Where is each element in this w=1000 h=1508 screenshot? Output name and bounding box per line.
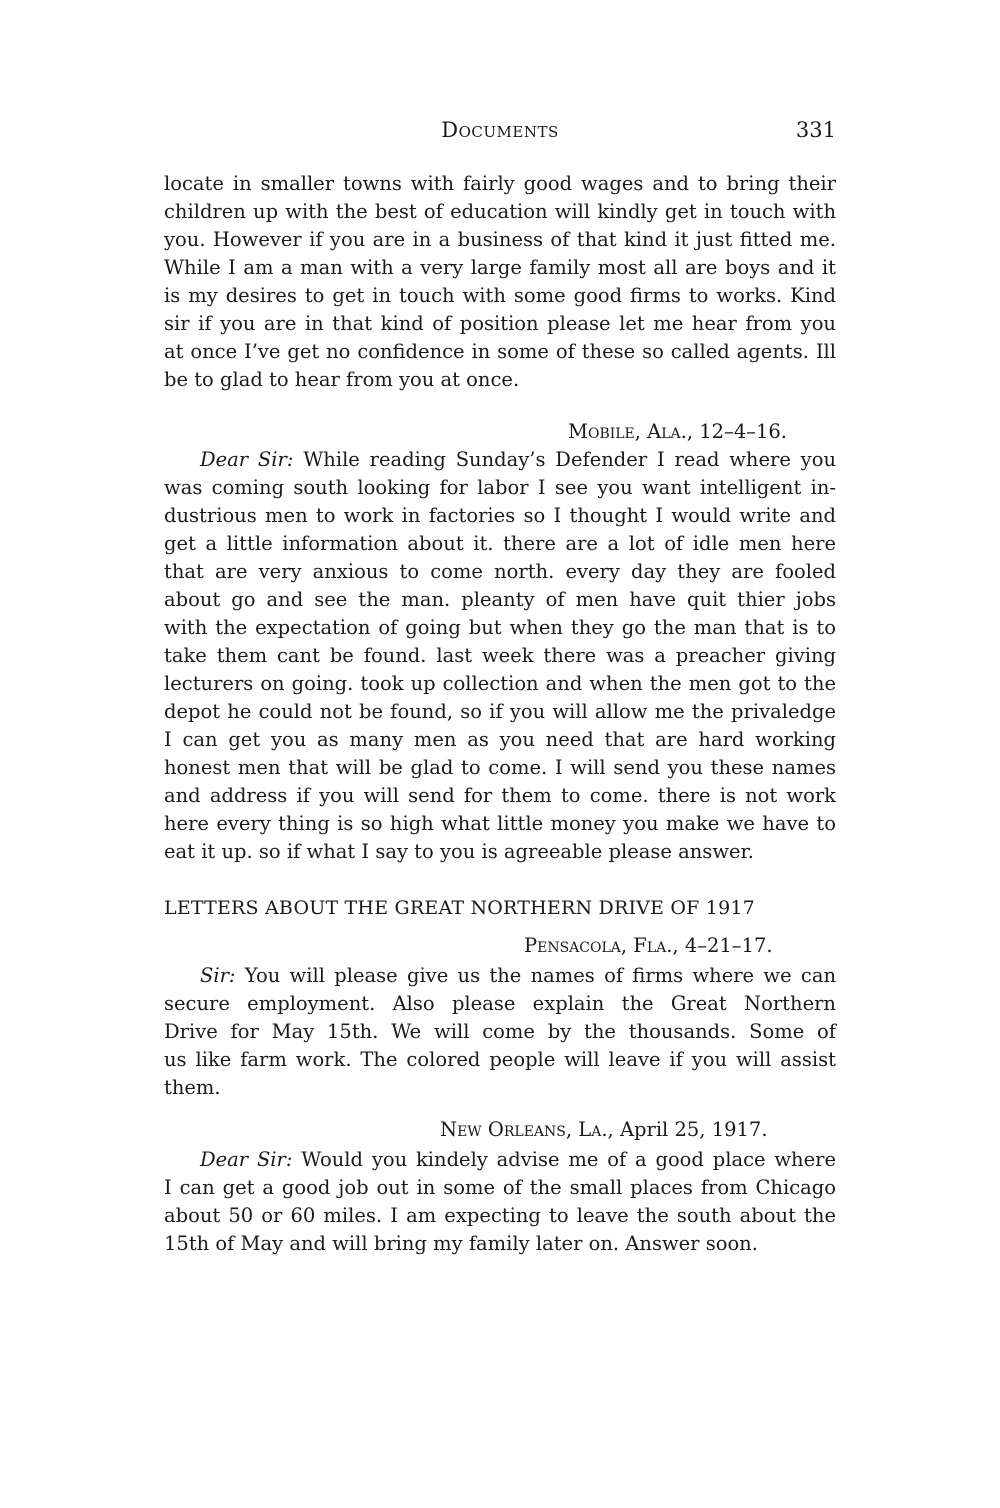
text-line: 15th of May and will bring my family later on. Answer soon. xyxy=(164,1232,758,1255)
dateline-place: Mobile, Ala., xyxy=(568,420,694,443)
text-line: you. However if you are in a business of that kind it just fitted me. xyxy=(164,228,836,251)
page-header xyxy=(164,118,836,148)
letter-continued xyxy=(164,170,836,394)
text-line: here every thing is so high what little money you make we have to xyxy=(164,812,836,835)
section-heading: LETTERS ABOUT THE GREAT NORTHERN DRIVE OF 1917 xyxy=(164,897,755,919)
text-line: is my desires to get in touch with some good firms to works. Kind xyxy=(164,284,836,307)
dateline-date: 4–21–17. xyxy=(684,934,773,957)
text-line: with the expectation of going but when they go the man that is to xyxy=(164,616,836,639)
text-line: sir if you are in that kind of position please let me hear from you xyxy=(164,312,836,335)
text-line: secure employment. Also please explain the Great Northern xyxy=(164,992,836,1015)
text-line: be to glad to hear from you at once. xyxy=(164,368,520,391)
letter-new-orleans xyxy=(164,1146,836,1258)
text-line: Drive for May 15th. We will come by the thousands. Some of xyxy=(164,1020,836,1043)
text-line: lecturers on going. took up collection and when the men got to the xyxy=(164,672,836,695)
text-line: take them cant be found. last week there was a preacher giving xyxy=(164,644,836,667)
text-line: While I am a man with a very large family most all are boys and it xyxy=(164,256,836,279)
running-head: Documents xyxy=(441,118,559,142)
text-line: I can get you as many men as you need that are hard working xyxy=(164,728,836,751)
salutation: Dear Sir: xyxy=(200,448,294,471)
text-line: and address if you will send for them to come. there is not work xyxy=(164,784,836,807)
dateline-place: Pensacola, Fla., xyxy=(524,934,679,957)
text-line: us like farm work. The colored people will leave if you will assist xyxy=(164,1048,836,1071)
dateline-mobile xyxy=(568,418,787,446)
letter-pensacola xyxy=(164,962,836,1102)
dateline-pensacola xyxy=(524,932,773,960)
page-number: 331 xyxy=(795,118,836,142)
text-line: honest men that will be glad to come. I will send you these names xyxy=(164,756,836,779)
text-fragment: You will please give us the names of firms where we can xyxy=(244,964,837,987)
text-line: children up with the best of education will kindly get in touch with xyxy=(164,200,836,223)
salutation: Sir: xyxy=(200,964,236,987)
text-line: depot he could not be found, so if you will allow me the privaledge xyxy=(164,700,836,723)
text-line: was coming south looking for labor I see you want intelligent in- xyxy=(164,476,836,499)
dateline-new-orleans xyxy=(440,1116,768,1144)
text-fragment: Would you kindely advise me of a good place where xyxy=(301,1148,837,1171)
text-line: that are very anxious to come north. every day they are fooled xyxy=(164,560,836,583)
text-line xyxy=(164,1146,836,1174)
dateline-date: 12–4–16. xyxy=(699,420,787,443)
letter-mobile xyxy=(164,446,836,866)
text-fragment: While reading Sunday’s Defender I read where you xyxy=(303,448,836,471)
text-line xyxy=(164,446,836,474)
text-line: about go and see the man. pleanty of men have quit thier jobs xyxy=(164,588,836,611)
text-line: locate in smaller towns with fairly good wages and to bring their xyxy=(164,172,836,195)
text-line: about 50 or 60 miles. I am expecting to leave the south about the xyxy=(164,1204,836,1227)
text-line: get a little information about it. there are a lot of idle men here xyxy=(164,532,836,555)
dateline-place: New Orleans, La., xyxy=(440,1118,614,1141)
salutation: Dear Sir: xyxy=(200,1148,293,1171)
dateline-date: April 25, 1917. xyxy=(619,1118,768,1141)
text-line xyxy=(164,962,836,990)
text-line: I can get a good job out in some of the small places from Chicago xyxy=(164,1176,836,1199)
text-line: dustrious men to work in factories so I thought I would write and xyxy=(164,504,836,527)
text-line: them. xyxy=(164,1076,221,1099)
text-line: eat it up. so if what I say to you is agreeable please answer. xyxy=(164,840,754,863)
text-line: at once I’ve get no confidence in some of these so called agents. Ill xyxy=(164,340,836,363)
